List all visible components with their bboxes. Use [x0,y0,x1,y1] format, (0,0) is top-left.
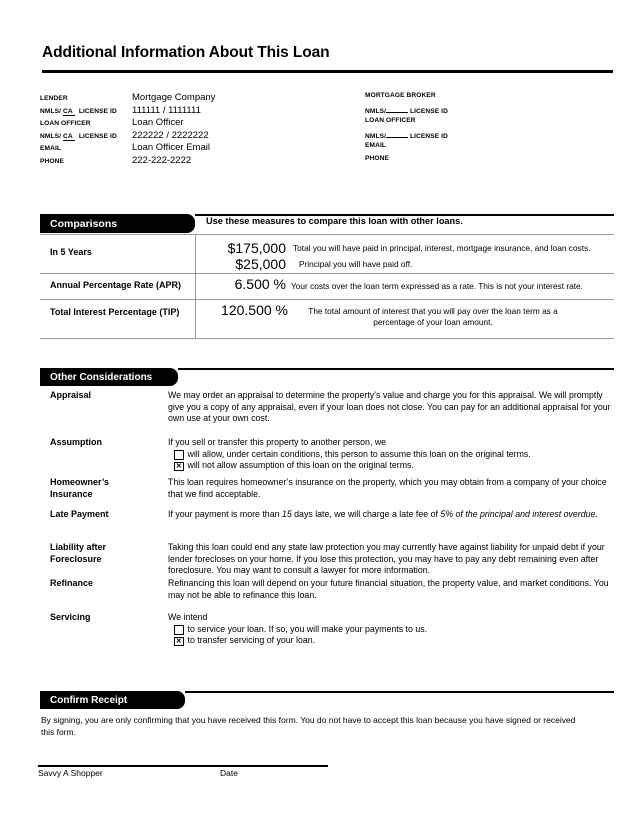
checkbox-label: will not allow assumption of this loan on the original terms. [187,460,414,470]
other-consideration-body: We intend to service your loan. If so, you will make your payments to us. ✕ to transfer servicing of your loan. [168,612,614,647]
lender-contact-block [40,92,215,168]
comparisons-rule-2 [40,299,614,300]
contact-label: LOAN OFFICER [40,120,91,128]
contact-label: LENDER [40,95,68,102]
other-considerations-section-bar [40,368,178,386]
contact-value: 111111 / 1111111 [132,104,201,116]
comparisons-row-label: Annual Percentage Rate (APR) [50,280,182,290]
other-consideration-body: Taking this loan could end any state law protection you may currently have against liability for unpaid debt if your lender forecloses on your home. If you lose this protection, you may have to pay any debt remaining even after foreclosure. You may want to consult a lawyer for more information. [168,542,605,575]
comparisons-rule-top [40,234,614,235]
comparisons-bar-label: Comparisons [50,217,118,230]
checkbox-option[interactable] [174,449,614,461]
other-consideration-body: If your payment is more than 15 days late, we will charge a late fee of 5% of the principal and interest overdue. [168,509,598,519]
comparisons-section-bar [40,214,195,233]
comparisons-description: The total amount of interest that you will pay over the loan term as a percentage of your loan amount. [308,306,558,327]
checkbox-checked-icon[interactable] [174,462,184,472]
other-consideration-body: Refinancing this loan will depend on your future financial situation, the property value, and market conditions. You may not be able to refinance this loan. [168,578,609,600]
page-title: Additional Information About This Loan [42,44,330,61]
confirm-receipt-bar-label: Confirm Receipt [50,694,128,706]
comparisons-amount: 120.500 % [221,302,288,318]
contact-row [40,142,215,155]
contact-row [365,105,465,118]
comparisons-row-label: Total Interest Percentage (TIP) [50,307,180,317]
contact-label: MORTGAGE BROKER [365,92,436,99]
comparisons-heading: Use these measures to compare this loan with other loans. [206,216,463,226]
contact-label: NMLS/ LICENSE ID [365,130,465,140]
contact-label: EMAIL [365,142,387,150]
checkbox-checked-icon[interactable] [174,637,184,647]
contact-row [40,92,215,105]
other-considerations-header-rule [178,368,614,370]
other-consideration-term: Servicing [50,612,91,622]
checkbox-option[interactable] [174,624,614,636]
comparisons-description: Your costs over the loan term expressed as a rate. This is not your interest rate. [291,281,583,291]
contact-value: Loan Officer Email [132,142,210,154]
contact-row [365,117,465,130]
confirm-receipt-text: By signing, you are only confirming that you have received this form. You do not have to accept this loan because you have signed or received this form. [41,715,576,737]
signature-name: Savvy A Shopper [38,768,103,778]
other-consideration-body: If you sell or transfer this property to another person, we will allow, under certain conditions, this person to assume this loan on the original terms. ✕ will not allow assumption of this loan on the original terms. [168,437,614,472]
comparisons-amount: $25,000 [235,256,286,272]
other-consideration-term: Late Payment [50,509,109,519]
contact-value: 222-222-2222 [132,154,192,166]
other-consideration-term: Appraisal [50,390,92,400]
contact-label: NMLS/ CA LICENSE ID [40,132,117,140]
contact-label: PHONE [365,154,389,162]
signature-date-label: Date [220,768,238,778]
contact-value: 222222 / 2222222 [132,129,209,141]
contact-row [40,130,215,143]
other-considerations-bar-label: Other Considerations [50,371,153,383]
other-consideration-term: Refinance [50,578,94,588]
checkbox-option[interactable] [174,635,614,647]
contact-label: NMLS/ LICENSE ID [365,105,465,115]
contact-row [365,130,465,143]
other-consideration-body: This loan requires homeowner’s insurance on the property, which you may obtain from a company of your choice that we find acceptable. [168,477,607,499]
comparisons-amount: $175,000 [227,240,286,256]
broker-contact-block [365,92,465,168]
comparisons-column-divider [195,234,196,338]
checkbox-unchecked-icon[interactable] [174,450,184,460]
contact-row [40,105,215,118]
comparisons-row-label: In 5 Years [50,247,92,257]
checkbox-option[interactable] [174,460,614,472]
contact-row [40,117,215,130]
contact-row [365,142,465,155]
other-consideration-body: We may order an appraisal to determine the property’s value and charge you for this appraisal. We will promptly give you a copy of any appraisal, even if your loan does not close. You can pay for an additional appraisal for your own use at your own cost. [168,390,611,423]
other-consideration-term: Assumption [50,437,103,447]
other-consideration-term: Liability after Foreclosure [50,542,107,564]
comparisons-description: Principal you will have paid off. [299,259,413,269]
contact-value: Mortgage Company [132,92,216,103]
contact-row [365,92,465,105]
confirm-receipt-section-bar [40,691,185,709]
contact-label: LOAN OFFICER [365,117,416,125]
comparisons-rule-bottom [40,338,614,339]
contact-label: NMLS/ CA LICENSE ID [40,107,117,115]
comparisons-description: Total you will have paid in principal, interest, mortgage insurance, and loan costs. [293,243,591,253]
confirm-receipt-header-rule [185,691,614,693]
other-consideration-term: Homeowner’s Insurance [50,477,110,499]
contact-row [365,155,465,168]
checkbox-label: to transfer servicing of your loan. [187,635,316,645]
title-divider [42,70,613,73]
contact-value: Loan Officer [132,117,184,129]
comparisons-rule-1 [40,273,614,274]
signature-line [38,765,328,767]
checkbox-unchecked-icon[interactable] [174,625,184,635]
contact-label: PHONE [40,157,64,165]
contact-row [40,155,215,168]
comparisons-amount: 6.500 % [234,276,286,292]
checkbox-label: to service your loan. If so, you will make your payments to us. [187,623,428,634]
checkbox-label: will allow, under certain conditions, this person to assume this loan on the original terms. [187,448,531,459]
contact-label: EMAIL [40,145,62,153]
